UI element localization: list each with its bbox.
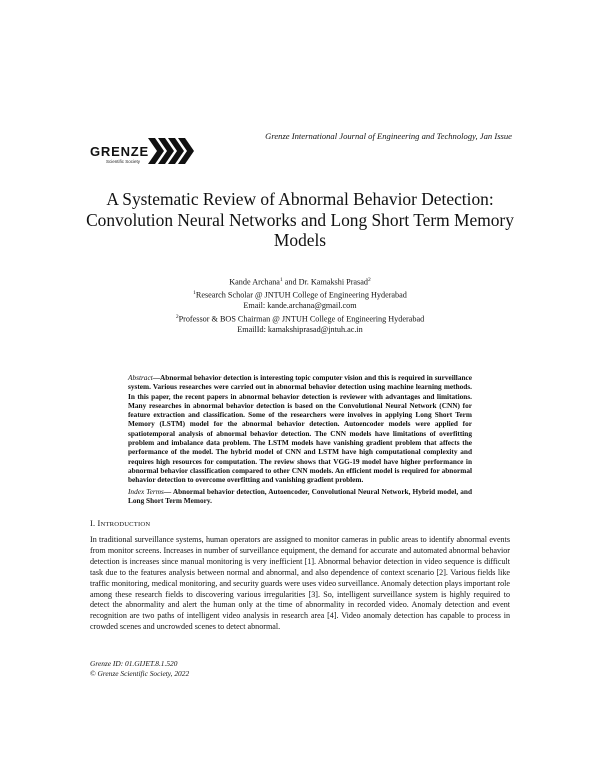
abstract: [128, 373, 472, 485]
section-rest: NTRODUCTION: [100, 521, 151, 528]
affiliation-2-text: Professor & BOS Chairman @ JNTUH College of Engineering Hyderabad: [178, 314, 425, 324]
index-terms-lead: Index Terms: [128, 487, 164, 496]
section-number: I.: [90, 519, 98, 528]
copyright: © Grenze Scientific Society, 2022: [90, 669, 190, 679]
affiliation-2: [80, 312, 520, 325]
index-terms: [128, 487, 472, 506]
chevrons-icon: [148, 136, 194, 166]
index-terms-text: — Abnormal behavior detection, Autoencoder, Convolutional Neural Network, Hybrid model, and Long Short Term Memory.: [128, 487, 473, 506]
author-block: [80, 275, 520, 335]
grenze-id: Grenze ID: 01.GIJET.8.1.520: [90, 659, 178, 668]
paper-title: A Systematic Review of Abnormal Behavior Detection: Convolution Neural Networks and Long Short Term Memory Models: [86, 189, 514, 250]
section-heading-introduction: [90, 519, 150, 528]
journal-header: Grenze International Journal of Engineering and Technology, Jan Issue: [265, 131, 512, 141]
logo-subtitle: Scientific Society: [106, 159, 141, 164]
section-initial: I: [97, 519, 101, 528]
affiliation-2-sup: 2: [175, 313, 179, 320]
author-1-sup: 1: [279, 277, 283, 283]
author-2-name: and Dr. Kamakshi Prasad: [282, 277, 368, 287]
affiliation-1-text: Research Scholar @ JNTUH College of Engineering Hyderabad: [195, 290, 407, 300]
abstract-lead: Abstract: [128, 373, 153, 382]
grenze-logo: [90, 136, 190, 170]
email-1: Email: kande.archana@gmail.com: [243, 301, 357, 311]
email-2: EmailId: kamakshiprasad@jntuh.ac.in: [237, 324, 363, 334]
author-2-sup: 2: [367, 277, 371, 283]
affiliation-1: [80, 288, 520, 301]
logo-word: GRENZE: [90, 144, 149, 159]
author-1-name: Kande Archana: [229, 277, 280, 287]
footer: [90, 659, 189, 679]
author-names: [80, 275, 520, 288]
abstract-text: —Abnormal behavior detection is interesting topic computer vision and this is required in surveillance system. Various researches were carried out in abnormal behavior detection using machine learning methods. In this paper, the recent papers in abnormal behavior detection is reviewer with advantages and limitations. Many researches in abnormal behavior detection is based on the Convolutional Neural Network (CNN) for feature extraction and classification. Some of the researchers were involves in applying Long Short Term Memory (LSTM) model for the abnormal behavior detection. Autoencoder models were applied for spatiotemporal analysis of abnormal behavior detection. The CNN models have limitations of overfitting problem and imbalance data problem. The LSTM models have vanishing gradient problem that affects the performance of the model. The hybrid model of CNN and LSTM have high computational complexity and requires high resources for computation. The review shows that VGG-19 model have higher performance in abnormal behavior classification compared to other CNN models. An efficient model is required for abnormal behavior detection to overcome overfitting and vanishing gradient problem.: [128, 373, 472, 485]
affiliation-1-sup: 1: [193, 290, 196, 297]
introduction-paragraph: In traditional surveillance systems, human operators are assigned to monitor cameras in public areas to identify abnormal events from monitor screens. Increases in number of surveillance equipment, the demand for accurate and automated abnormal behavior detection is increases since manual monitoring is very inefficient [1]. Abnormal behavior detection in video sequence is difficult task due to the features analysis between normal and abnormal, and also dependence of context scenario [2]. Various fields like traffic monitoring, medical monitoring, and security guards were uses video surveillance. Anomaly detection plays important role among these research fields to discovering various irregularities [3]. So, intelligent surveillance system is highly required to detect the abnormality and alert the human only at the time of abnormality in recorded video. Anomaly detection and event recognition are two paths of intelligent video analysis in research area [4]. Video anomaly detection has capable to process in crowded scenes and uncrowded scenes to detect abnormal.: [90, 535, 510, 632]
